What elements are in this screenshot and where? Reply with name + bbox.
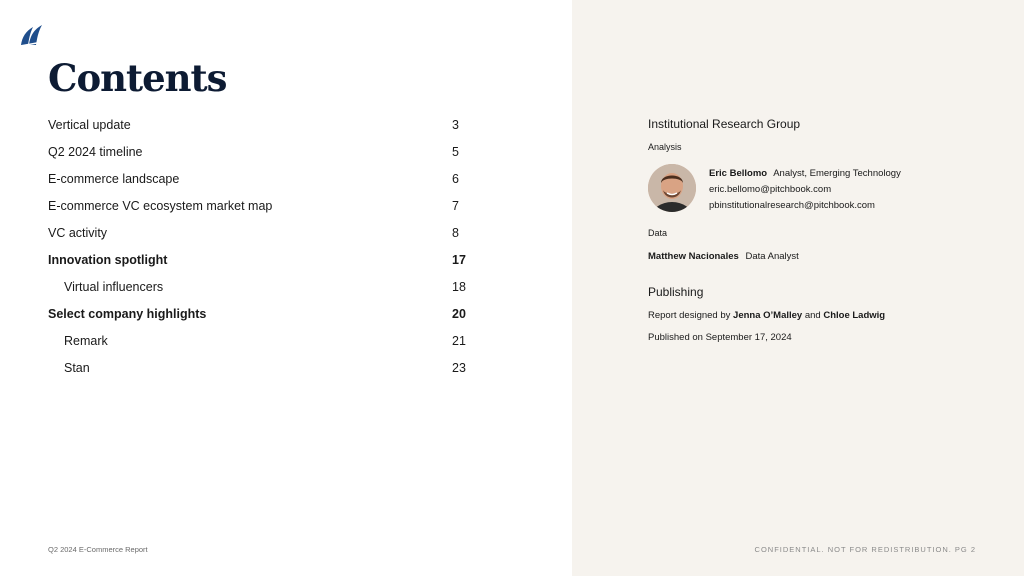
toc-label: Virtual influencers <box>64 280 164 294</box>
team-email-link[interactable]: pbinstitutionalresearch@pitchbook.com <box>709 200 875 211</box>
research-group-title: Institutional Research Group <box>648 117 801 131</box>
data-person-info <box>648 251 978 262</box>
data-person-name: Matthew Nacionales <box>648 251 739 262</box>
analyst-info <box>709 166 1024 214</box>
designer-name-1: Jenna O’Malley <box>733 310 803 321</box>
toc-label: Q2 2024 timeline <box>48 145 143 159</box>
footer-confidential: CONFIDENTIAL. NOT FOR REDISTRIBUTION. PG 2 <box>754 545 976 554</box>
toc-row[interactable] <box>48 355 468 382</box>
toc-row[interactable] <box>48 220 468 247</box>
toc-page-number: 3 <box>452 118 459 132</box>
toc-page-number: 6 <box>452 172 459 186</box>
toc-label: Innovation spotlight <box>48 253 168 267</box>
toc-label: VC activity <box>48 226 108 240</box>
toc-page-number: 18 <box>452 280 466 294</box>
toc-page-number: 5 <box>452 145 459 159</box>
toc-label: Remark <box>64 334 108 348</box>
toc-row[interactable] <box>48 193 468 220</box>
toc-label: E-commerce VC ecosystem market map <box>48 199 273 213</box>
toc-page-number: 8 <box>452 226 459 240</box>
toc-page-number: 21 <box>452 334 466 348</box>
toc-label: Select company highlights <box>48 307 207 321</box>
toc-label: Stan <box>64 361 90 375</box>
designed-prefix: Report designed by <box>648 310 731 321</box>
designed-by-line <box>648 310 978 321</box>
toc-label: Vertical update <box>48 118 131 132</box>
page-title: Contents <box>48 56 227 100</box>
toc-row[interactable] <box>48 301 468 328</box>
designed-and: and <box>804 310 821 321</box>
published-date: Published on September 17, 2024 <box>648 332 792 343</box>
person-photo-icon <box>648 164 696 212</box>
toc-page-number: 17 <box>452 253 466 267</box>
analyst-avatar <box>648 164 696 212</box>
publishing-title: Publishing <box>648 285 704 299</box>
toc-row[interactable] <box>48 274 468 301</box>
analysis-label: Analysis <box>648 142 682 152</box>
toc-row[interactable] <box>48 112 468 139</box>
footer-report-name: Q2 2024 E-Commerce Report <box>48 545 148 554</box>
toc-row[interactable] <box>48 247 468 274</box>
toc-row[interactable] <box>48 166 468 193</box>
analyst-role: Analyst, Emerging Technology <box>773 168 901 179</box>
data-person-role: Data Analyst <box>745 251 799 262</box>
toc-page-number: 7 <box>452 199 459 213</box>
designer-name-2: Chloe Ladwig <box>823 310 886 321</box>
data-label: Data <box>648 228 668 238</box>
toc-row[interactable] <box>48 139 468 166</box>
table-of-contents <box>48 112 468 382</box>
pitchbook-logo-icon <box>18 22 44 48</box>
toc-row[interactable] <box>48 328 468 355</box>
analyst-name: Eric Bellomo <box>709 168 768 179</box>
toc-label: E-commerce landscape <box>48 172 180 186</box>
analyst-email-link[interactable]: eric.bellomo@pitchbook.com <box>709 184 832 195</box>
toc-page-number: 20 <box>452 307 466 321</box>
toc-page-number: 23 <box>452 361 466 375</box>
